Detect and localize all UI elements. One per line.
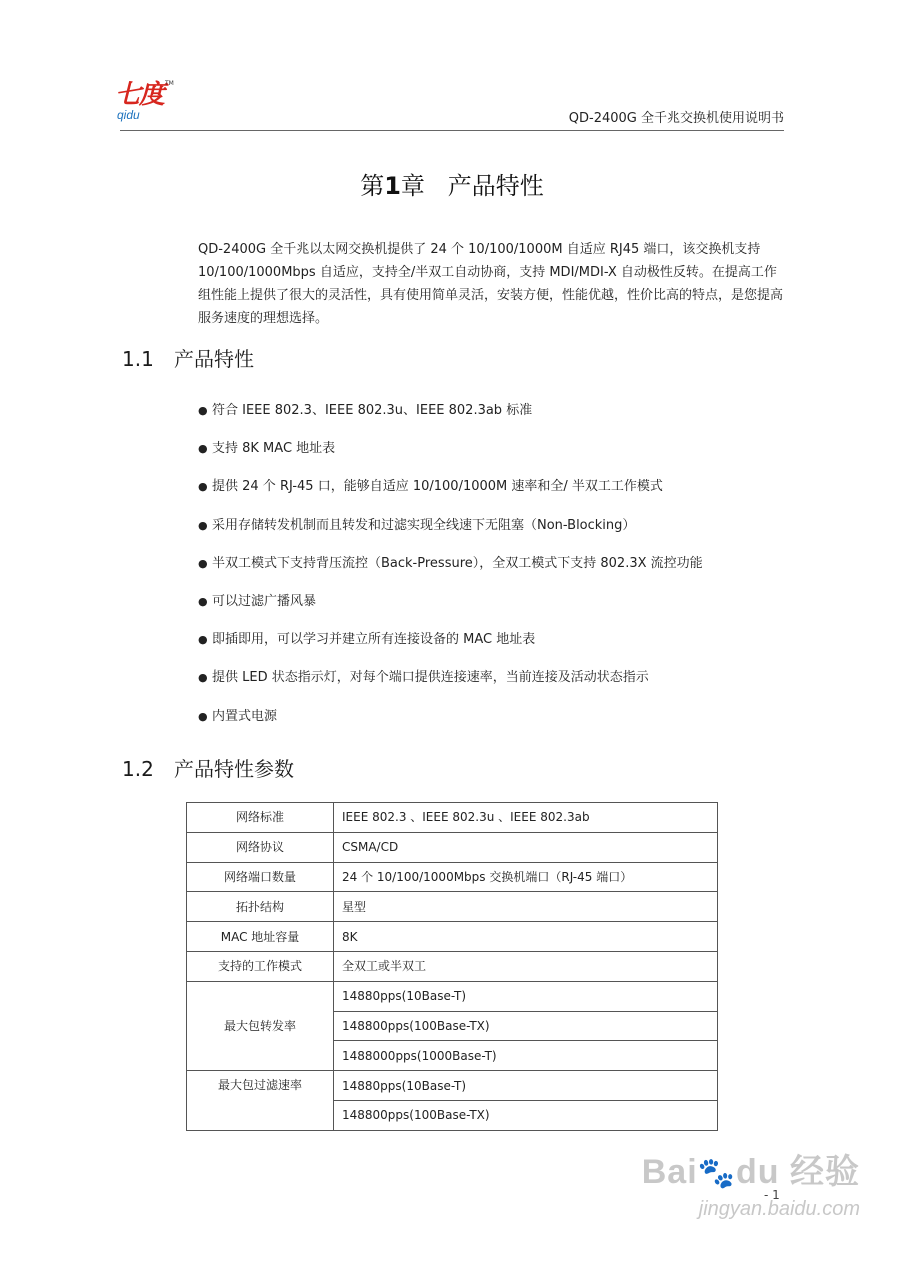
list-item: ● 可以过滤广播风暴 <box>198 589 798 627</box>
page-number: - 1 <box>764 1188 780 1202</box>
bullet-dot-icon: ● <box>198 480 208 494</box>
spec-value: 全双工或半双工 <box>334 951 718 981</box>
spec-key: 最大包过滤速率 <box>187 1071 334 1131</box>
section-title: 产品特性参数 <box>174 757 294 781</box>
list-item: ● 即插即用，可以学习并建立所有连接设备的 MAC 地址表 <box>198 627 798 665</box>
list-item: ● 提供 LED 状态指示灯，对每个端口提供连接速率，当前连接及活动状态指示 <box>198 665 798 703</box>
bullet-dot-icon: ● <box>198 518 208 532</box>
spec-value: CSMA/CD <box>334 832 718 862</box>
bullet-dot-icon: ● <box>198 404 208 417</box>
chapter-number: 1 <box>384 172 401 200</box>
spec-value: 148800pps(100Base-TX) <box>334 1100 718 1130</box>
bullet-dot-icon: ● <box>198 709 208 723</box>
table-row <box>187 862 718 892</box>
spec-key: MAC 地址容量 <box>187 922 334 952</box>
spec-value: 148800pps(100Base-TX) <box>334 1011 718 1041</box>
watermark-logo-text: Bai🐾du 经验 <box>641 1153 860 1191</box>
spec-value: 1488000pps(1000Base-T) <box>334 1041 718 1071</box>
spec-key: 最大包转发率 <box>187 981 334 1070</box>
table-row <box>187 981 718 1011</box>
logo-trademark: TM <box>165 80 174 87</box>
bullet-dot-icon: ● <box>198 556 208 570</box>
spec-key: 支持的工作模式 <box>187 951 334 981</box>
brand-logo <box>115 80 175 126</box>
spec-value: 8K <box>334 922 718 952</box>
section-number: 1.2 <box>122 757 154 781</box>
chapter-prefix: 第 <box>360 172 385 200</box>
feature-list <box>198 398 798 742</box>
table-row <box>187 892 718 922</box>
spec-value: 14880pps(10Base-T) <box>334 981 718 1011</box>
table-row <box>187 951 718 981</box>
list-item: ● 采用存储转发机制而且转发和过滤实现全线速下无阻塞（Non-Blocking） <box>198 513 798 551</box>
header-divider <box>120 130 784 131</box>
chapter-heading: 产品特性 <box>447 172 544 200</box>
table-row <box>187 922 718 952</box>
logo-brand-text: 七度 <box>115 80 164 110</box>
spec-table <box>186 802 718 1131</box>
section-number: 1.1 <box>122 347 154 371</box>
spec-value: 星型 <box>334 892 718 922</box>
spec-value: IEEE 802.3 、IEEE 802.3u 、IEEE 802.3ab <box>334 803 718 833</box>
list-item: ● 支持 8K MAC 地址表 <box>198 436 798 474</box>
bullet-dot-icon: ● <box>198 633 208 647</box>
table-row <box>187 803 718 833</box>
logo-sub-text: qidu <box>117 108 140 122</box>
spec-key: 拓扑结构 <box>187 892 334 922</box>
intro-paragraph: QD-2400G 全千兆以太网交换机提供了 24 个 10/100/1000M 自适应 RJ45 端口，该交换机支持 10/100/1000Mbps 自适应，支持全/半双工自动协商，支持 MDI/MDI-X 自动极性反转。在提高工作组性能上提供了很大的灵活性，具有使用简单灵活，安装方便，性能优越，性价比高的特点，是您提高服务速度的理想选择。 <box>198 242 784 326</box>
paw-icon: 🐾 <box>697 1157 737 1190</box>
list-item: ● 半双工模式下支持背压流控（Back-Pressure），全双工模式下支持 802.3X 流控功能 <box>198 551 798 589</box>
chapter-title <box>0 166 904 206</box>
bullet-dot-icon: ● <box>198 671 208 685</box>
chapter-suffix: 章 <box>400 172 425 200</box>
list-item: ● 符合 IEEE 802.3、IEEE 802.3u、IEEE 802.3ab 标准 <box>198 398 798 436</box>
spec-value: 14880pps(10Base-T) <box>334 1071 718 1101</box>
table-row <box>187 1071 718 1101</box>
section-heading-1-1 <box>122 344 254 374</box>
spec-key: 网络标准 <box>187 803 334 833</box>
baidu-jingyan-watermark <box>642 1150 860 1222</box>
watermark-url: jingyan.baidu.com <box>698 1198 860 1220</box>
table-row <box>187 832 718 862</box>
section-title: 产品特性 <box>174 347 254 371</box>
spec-value: 24 个 10/100/1000Mbps 交换机端口（RJ-45 端口） <box>334 862 718 892</box>
bullet-dot-icon: ● <box>198 594 208 608</box>
bullet-dot-icon: ● <box>198 442 208 456</box>
spec-key: 网络端口数量 <box>187 862 334 892</box>
list-item: ● 提供 24 个 RJ-45 口，能够自适应 10/100/1000M 速率和全/ 半双工工作模式 <box>198 474 798 512</box>
spec-key: 网络协议 <box>187 832 334 862</box>
section-heading-1-2 <box>122 754 294 784</box>
list-item: ● 内置式电源 <box>198 704 798 742</box>
document-header-title: QD-2400G 全千兆交换机使用说明书 <box>568 111 784 126</box>
